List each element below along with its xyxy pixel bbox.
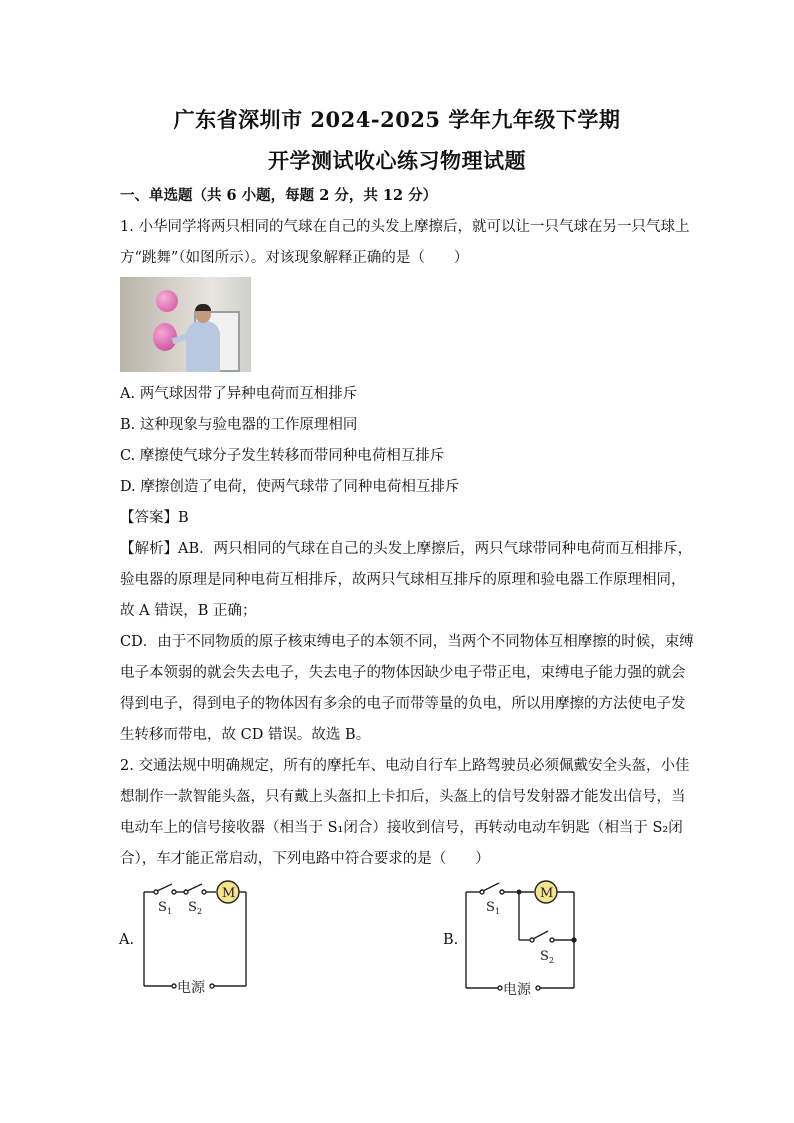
person	[186, 321, 220, 372]
q2-option-a-label: A.	[119, 932, 135, 948]
q1-stem-line-2: 方“跳舞”（如图所示）。对该现象解释正确的是（ ）	[120, 250, 469, 266]
q1-analysis-line: 电子本领弱的就会失去电子，失去电子的物体因缺少电子带正电，束缚电子能力强的就会	[120, 665, 686, 681]
q1-analysis-line: 得到电子，得到电子的物体因有多余的电子而带等量的负电，所以用摩擦的方法使电子发	[120, 696, 686, 712]
section-heading: 一、单选题（共 6 小题，每题 2 分，共 12 分）	[120, 187, 438, 204]
switch-s2-label: S	[540, 949, 549, 964]
title-line-2: 开学测试收心练习物理试题	[268, 148, 526, 173]
q1-analysis-line: 【解析】AB．两只相同的气球在自己的头发上摩擦后，两只气球带同种电荷而互相排斥，	[120, 541, 693, 557]
switch-s2-label: S	[188, 900, 197, 915]
switch-s1-subscript: 1	[167, 907, 173, 916]
balloon-upper	[156, 290, 178, 312]
q1-analysis-line: CD．由于不同物质的原子核束缚电子的本领不同，当两个不同物体互相摩擦的时候，束缚	[120, 634, 694, 650]
q1-analysis-line: 故 A 错误，B 正确；	[120, 603, 257, 619]
power-label: 电源	[177, 980, 205, 996]
power-label: 电源	[503, 982, 531, 998]
q2-stem-line: 2. 交通法规中明确规定，所有的摩托车、电动自行车上路驾驶员必须佩戴安全头盔，小佳	[120, 758, 690, 774]
q1-option-a: A. 两气球因带了异种电荷而互相排斥	[120, 386, 358, 402]
q1-option-d: D. 摩擦创造了电荷，使两气球带了同种电荷相互排斥	[120, 479, 460, 495]
q1-stem-line-1: 1. 小华同学将两只相同的气球在自己的头发上摩擦后，就可以让一只气球在另一只气球上	[120, 219, 690, 235]
circuit-diagram-b	[462, 878, 582, 998]
q2-stem-line: 合），车才能正常启动，下列电路中符合要求的是（ ）	[120, 851, 490, 867]
title-line-1: 广东省深圳市 2024-2025 学年九年级下学期	[173, 107, 621, 132]
circuit-diagram-a	[140, 878, 260, 998]
q1-option-b: B. 这种现象与验电器的工作原理相同	[120, 417, 358, 433]
motor-label: M	[540, 886, 554, 901]
q2-stem-line: 电动车上的信号接收器（相当于 S₁闭合）接收到信号，再转动电动车钥匙（相当于 S₂闭	[120, 820, 683, 836]
switch-s1-subscript: 1	[495, 907, 501, 916]
balloon-photo	[120, 277, 251, 372]
q1-analysis-line: 生转移而带电，故 CD 错误。故选 B。	[120, 727, 371, 743]
q2-option-b-label: B.	[443, 932, 459, 948]
q1-answer: 【答案】B	[120, 510, 189, 526]
motor-label: M	[222, 886, 236, 901]
switch-s1-label: S	[158, 900, 167, 915]
q2-stem-line: 想制作一款智能头盔，只有戴上头盔扣上卡扣后，头盔上的信号发射器才能发出信号，当	[120, 789, 686, 805]
switch-s1-label: S	[486, 900, 495, 915]
switch-s2-subscript: 2	[197, 907, 203, 916]
q1-analysis-line: 验电器的原理是同种电荷互相排斥，故两只气球相互排斥的原理和验电器工作原理相同，	[120, 572, 686, 588]
switch-s2-subscript: 2	[549, 956, 555, 965]
q1-option-c: C. 摩擦使气球分子发生转移而带同种电荷相互排斥	[120, 448, 445, 464]
